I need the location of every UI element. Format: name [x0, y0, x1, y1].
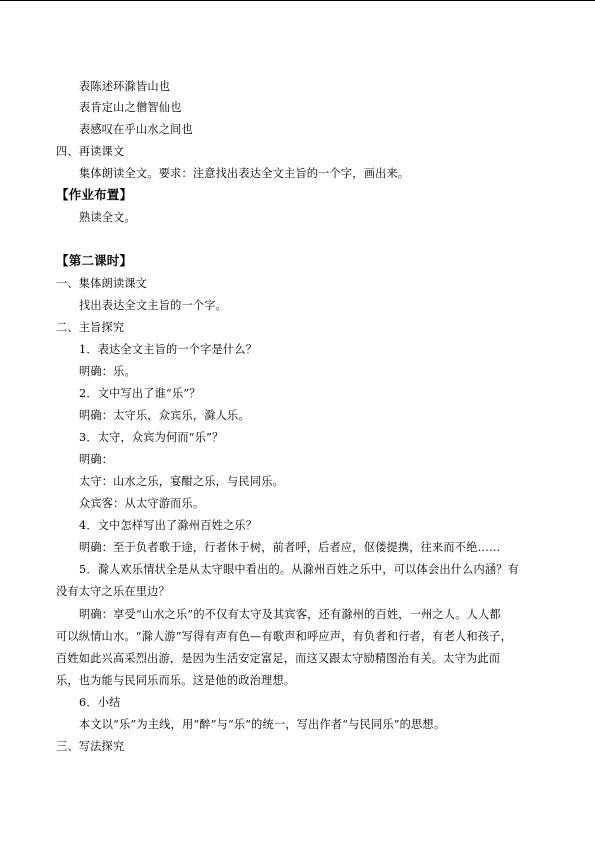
question-line: 1．表达全文主旨的一个字是什么？: [79, 343, 258, 356]
answer-line: 明确：至于负者歌于途，行者休于树，前者呼，后者应，伛偻提携，往来而不绝……: [79, 541, 501, 554]
answer-line-continued: 乐，也为能与民同乐而乐。这是他的政治理想。: [56, 674, 296, 687]
section-heading: 三、写法探究: [56, 740, 125, 753]
question-line: 4．文中怎样写出了滁州百姓之乐？: [79, 519, 258, 532]
text-line: 集体朗读全文。要求：注意找出表达全文主旨的一个字，画出来。: [79, 167, 410, 180]
answer-line: 明确：乐。: [79, 365, 136, 378]
question-line: 3．太守，众宾为何而“乐”？: [79, 431, 224, 444]
question-line: 5．滁人欢乐情状全是从太守眼中看出的。从滁州百姓之乐中，可以体会出什么内涵？有: [79, 563, 520, 576]
section-heading: 一、集体朗读课文: [56, 277, 148, 290]
answer-line: 明确：太守乐，众宾乐，滁人乐。: [79, 409, 250, 422]
text-line: 找出表达全文主旨的一个字。: [79, 299, 228, 312]
section-heading: 四、再读课文: [56, 145, 125, 158]
section-heading: 二、主旨探究: [56, 321, 125, 334]
question-line: 2．文中写出了谁“乐”？: [79, 387, 201, 400]
answer-line: 明确：享受“山水之乐”的不仅有太守及其宾客，还有滁州的百姓，一州之人。人人都: [79, 608, 501, 621]
answer-line: 太守：山水之乐，宴酣之乐，与民同乐。: [79, 475, 284, 488]
summary-text: 本文以“乐”为主线，用“醉”与“乐”的统一，写出作者“与民同乐”的思想。: [79, 718, 446, 731]
text-line: 表感叹在乎山水之间也: [79, 123, 193, 136]
text-line: 表肯定山之僧智仙也: [79, 101, 182, 114]
text-line: 表陈述环滁皆山也: [79, 80, 171, 93]
text-line: 熟读全文。: [79, 211, 136, 224]
answer-line: 众宾客：从太守游而乐。: [79, 497, 205, 510]
answer-line: 明确：: [79, 453, 114, 466]
lesson-heading: 【第二课时】: [56, 253, 133, 268]
page-top-rule: [0, 0, 595, 1]
homework-heading: 【作业布置】: [56, 187, 133, 202]
summary-heading: 6．小结: [79, 696, 121, 709]
question-line-continued: 没有太守之乐在里边？: [56, 585, 170, 598]
answer-line-continued: 可以纵情山水。“滁人游”写得有声有色—有歌声和呼应声，有负者和行者，有老人和孩子，: [56, 630, 512, 643]
answer-line-continued: 百姓如此兴高采烈出游，是因为生活安定富足，而这又跟太守励精图治有关。太守为此而: [56, 652, 501, 665]
